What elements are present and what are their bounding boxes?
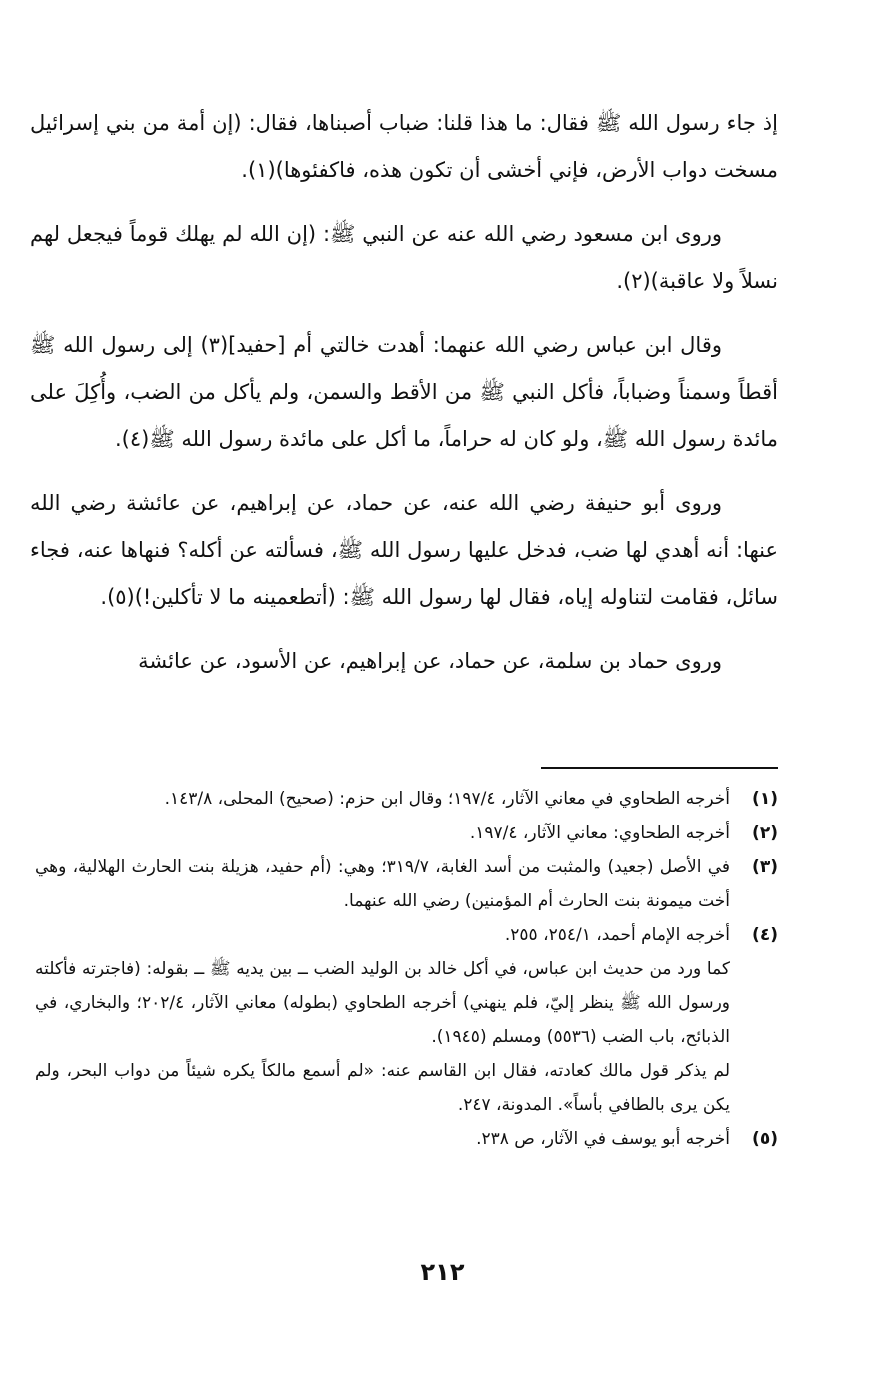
footnote-number: (٤) bbox=[752, 925, 778, 945]
main-text bbox=[30, 100, 778, 702]
footnote-text: أخرجه الطحاوي في معاني الآثار، ١٩٧/٤؛ وقال ابن حزم: (صحيح) المحلى، ١٤٣/٨. bbox=[164, 789, 730, 809]
page-number: ٢١٢ bbox=[420, 1258, 465, 1286]
footnote bbox=[35, 816, 778, 850]
footnote-number: (٣) bbox=[752, 857, 778, 877]
footnote-text: كما ورد من حديث ابن عباس، في أكل خالد بن الوليد الضب ــ بين يديه ﷺ ــ بقوله: (فاجترته فأكلته ورسول الله ﷺ ينظر إليّ، فلم ينهني) أخرجه الطحاوي (بطوله) معاني الآثار، ٢٠٢/٤؛ والبخاري، في الذبائح، باب الضب (٥٥٣٦) ومسلم (١٩٤٥). bbox=[35, 959, 731, 1047]
footnote bbox=[35, 782, 778, 816]
footnote bbox=[35, 1122, 778, 1156]
footnote-separator bbox=[541, 767, 778, 769]
footnote-text: لم يذكر قول مالك كعادته، فقال ابن القاسم عنه: «لم أسمع مالكاً يكره شيئاً من دواب البحر، ولم يكن يرى بالطافي بأساً». المدونة، ٢٤٧. bbox=[35, 1061, 730, 1115]
footnote-number: (٥) bbox=[752, 1129, 778, 1149]
footnote-text: في الأصل (جعيد) والمثبت من أسد الغابة، ٣١٩/٧؛ وهي: (أم حفيد، هزيلة بنت الحارث الهلالية، وهي أخت ميمونة بنت الحارث أم المؤمنين) رضي الله عنهما. bbox=[35, 857, 730, 911]
footnote-number: (٢) bbox=[752, 823, 778, 843]
footnote-text: أخرجه الطحاوي: معاني الآثار، ١٩٧/٤. bbox=[469, 823, 730, 843]
paragraph: وقال ابن عباس رضي الله عنهما: أهدت خالتي أم [حفيد](٣) إلى رسول الله ﷺ أقطاً وسمناً وضباباً، فأكل النبي ﷺ من الأقط والسمن، ولم يأكل من الضب، وأُكِلَ على مائدة رسول الله ﷺ، ولو كان له حراماً، ما أكل على مائدة رسول الله ﷺ(٤). bbox=[30, 333, 778, 451]
footnotes bbox=[35, 782, 778, 1156]
footnote-text: أخرجه أبو يوسف في الآثار، ص ٢٣٨. bbox=[476, 1129, 730, 1149]
footnote-text: أخرجه الإمام أحمد، ٢٥٤/١، ٢٥٥. bbox=[504, 925, 730, 945]
footnote bbox=[35, 918, 778, 1122]
paragraph: وروى حماد بن سلمة، عن حماد، عن إبراهيم، عن الأسود، عن عائشة bbox=[138, 649, 722, 673]
footnote bbox=[35, 850, 778, 918]
paragraph: وروى ابن مسعود رضي الله عنه عن النبي ﷺ: (إن الله لم يهلك قوماً فيجعل لهم نسلاً ولا عاقبة)(٢). bbox=[30, 222, 778, 293]
paragraph: وروى أبو حنيفة رضي الله عنه، عن حماد، عن إبراهيم، عن عائشة رضي الله عنها: أنه أهدي لها ضب، فدخل عليها رسول الله ﷺ، فسألته عن أكله؟ فنهاها عنه، فجاء سائل، فقامت لتناوله إياه، فقال لها رسول الله ﷺ: (أتطعمينه ما لا تأكلين!)(٥). bbox=[30, 491, 778, 609]
paragraph: إذ جاء رسول الله ﷺ فقال: ما هذا قلنا: ضباب أصبناها، فقال: (إن أمة من بني إسرائيل مسخت دواب الأرض، فإني أخشى أن تكون هذه، فاكفئوها)(١). bbox=[30, 111, 778, 182]
footnote-number: (١) bbox=[752, 789, 778, 809]
